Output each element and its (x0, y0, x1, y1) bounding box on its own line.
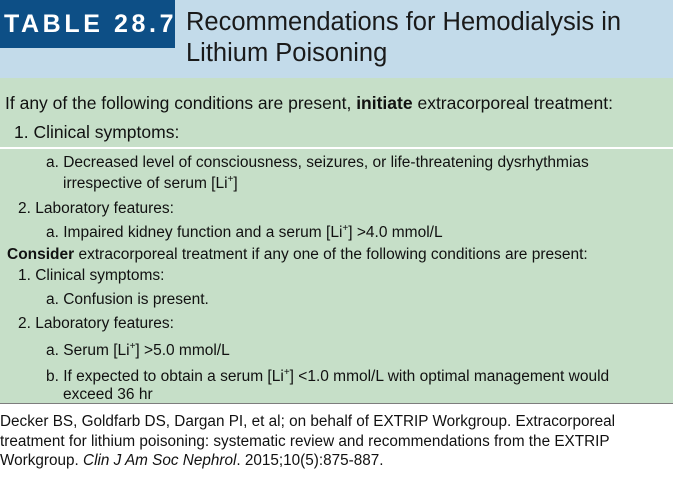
consider-lab-item-b-continued: exceed 36 hr (63, 386, 153, 403)
consider-lab-heading: 2. Laboratory features: (18, 315, 174, 332)
table-bottom-rule (0, 403, 673, 404)
initiate-lab-heading: 2. Laboratory features: (18, 200, 174, 217)
initiate-clinical-item-a-continued: irrespective of serum [Li+] (63, 173, 238, 192)
table-header (0, 0, 673, 78)
consider-intro: Consider extracorporeal treatment if any one of the following conditions are present: (7, 246, 588, 263)
table-title: Recommendations for Hemodialysis in Lithium Poisoning (186, 8, 622, 67)
consider-lab-item-b: b. If expected to obtain a serum [Li+] <1.0 mmol/L with optimal management would (46, 366, 610, 385)
initiate-clinical-heading: 1. Clinical symptoms: (14, 122, 180, 142)
initiate-intro: If any of the following conditions are present, initiate extracorporeal treatment: (5, 93, 613, 113)
citation-journal: Clin J Am Soc Nephrol (83, 452, 237, 469)
initiate-lab-item-a: a. Impaired kidney function and a serum [Li+] >4.0 mmol/L (46, 222, 443, 241)
consider-lab-item-a: a. Serum [Li+] >5.0 mmol/L (46, 340, 230, 359)
initiate-clinical-item-a: a. Decreased level of consciousness, seizures, or life-threatening dysrhythmias (46, 154, 589, 171)
consider-clinical-heading: 1. Clinical symptoms: (18, 267, 165, 284)
table-number-label: TABLE 28.7 (0, 0, 175, 48)
consider-clinical-item-a: a. Confusion is present. (46, 291, 209, 308)
citation: Decker BS, Goldfarb DS, Dargan PI, et al; on behalf of EXTRIP Workgroup. Extracorporeal treatment for lithium poisoning: systematic review and recommendations from the EXTRIP Workgroup. Clin J Am Soc Nephrol. 2015;10(5):875-887. (0, 413, 615, 469)
